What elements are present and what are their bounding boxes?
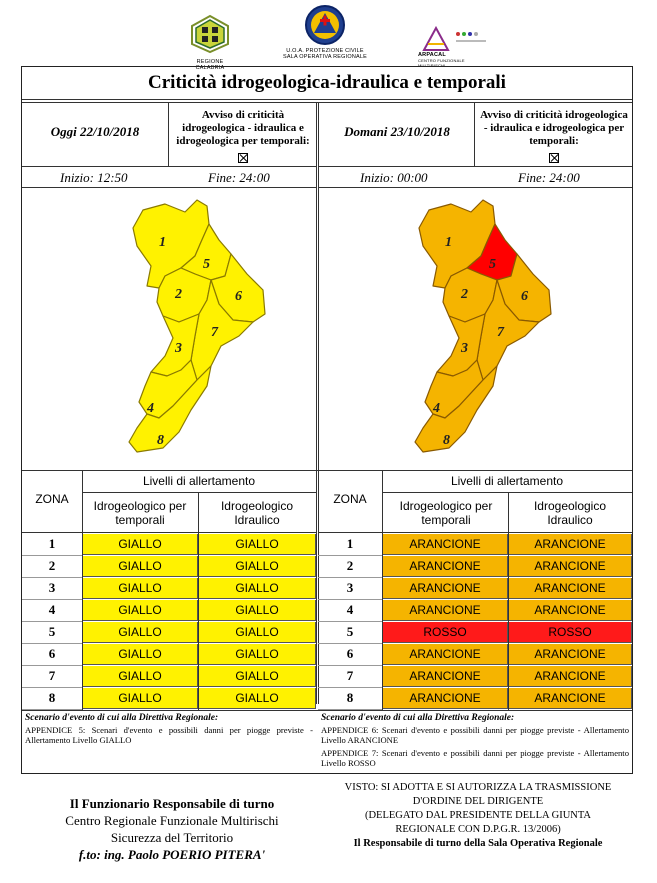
left-levels-header: Livelli di allertamento (142, 474, 256, 488)
svg-text:1: 1 (159, 235, 166, 250)
svg-text:8: 8 (157, 433, 164, 448)
footer-right-line4: REGIONALE CON D.P.G.R. 13/2006) (395, 824, 561, 835)
left-fine: Fine: 24:00 (208, 170, 270, 185)
left-avviso-text: Avviso di criticità idrogeologica - idraulica e idrogeologica per temporali: (176, 109, 310, 147)
svg-text:4: 4 (147, 401, 154, 416)
right-avviso-checkbox (549, 153, 559, 163)
left-avviso-checkbox (238, 153, 248, 163)
page-title: Criticità idrogeologica-idraulica e temporali (148, 72, 506, 93)
right-level-cell: ARANCIONE (383, 688, 508, 709)
right-level-cell: ROSSO (383, 622, 508, 643)
logo-protezione-civile (270, 4, 380, 64)
svg-text:2: 2 (461, 287, 468, 302)
right-col1-header: Idrogeologico per temporali (399, 499, 493, 527)
left-zone-number: 3 (48, 580, 56, 595)
protezione-civile-label-2: SALA OPERATIVA REGIONALE (282, 54, 368, 60)
arpacal-logo-icon (418, 26, 492, 52)
logo-regione-calabria (186, 14, 234, 71)
right-zone-number: 5 (346, 624, 354, 639)
svg-text:5: 5 (489, 257, 496, 272)
right-avviso-text: Avviso di criticità idrogeologica - idraulica e idrogeologica per temporali: (480, 109, 628, 147)
footer-left (22, 795, 322, 863)
right-level-cell: ARANCIONE (509, 666, 632, 687)
arpacal-label-1: ARPACAL (418, 52, 446, 58)
svg-text:7: 7 (211, 325, 218, 340)
right-fine: Fine: 24:00 (518, 170, 580, 185)
footer-right-line2: D'ORDINE DEL DIRIGENTE (412, 796, 544, 807)
regione-calabria-logo-icon (186, 14, 234, 54)
footer-right-line3: (DELEGATO DAL PRESIDENTE DELLA GIUNTA (364, 810, 592, 821)
footer-right-line1: VISTO: SI ADOTTA E SI AUTORIZZA LA TRASMISSIONE (344, 782, 612, 793)
left-level-cell: GIALLO (83, 578, 198, 599)
protezione-civile-logo-icon (270, 4, 380, 48)
right-zone-number: 8 (346, 690, 354, 705)
right-date: Domani 23/10/2018 (344, 124, 450, 139)
right-scenario-title: Scenario d'evento di cui alla Direttiva Regionale: (321, 713, 515, 723)
right-zone-number: 4 (346, 602, 354, 617)
svg-text:8: 8 (443, 433, 450, 448)
svg-text:2: 2 (175, 287, 182, 302)
footer-left-line1: Il Funzionario Responsabile di turno (69, 796, 275, 811)
left-calabria-map (115, 196, 285, 461)
left-col1-header: Idrogeologico per temporali (93, 499, 187, 527)
right-zone-number: 1 (346, 536, 354, 551)
right-level-cell: ARANCIONE (509, 578, 632, 599)
left-scenario-title: Scenario d'evento di cui alla Direttiva Regionale: (25, 713, 219, 723)
left-level-cell: GIALLO (199, 688, 316, 709)
arpacal-label-2: CENTRO FUNZIONALE MULTIRISCHI (418, 58, 465, 68)
left-level-cell: GIALLO (83, 556, 198, 577)
right-level-cell: ARANCIONE (509, 556, 632, 577)
left-zone-number: 7 (48, 668, 56, 683)
svg-text:6: 6 (235, 289, 242, 304)
right-calabria-map (401, 196, 571, 461)
right-zone-number: 7 (346, 668, 354, 683)
left-zone-number: 2 (48, 558, 56, 573)
left-zone-number: 6 (48, 646, 56, 661)
footer-left-signature: f.to: ing. Paolo POERIO PITERA' (78, 847, 266, 862)
right-inizio: Inizio: 00:00 (360, 170, 428, 185)
left-zone-number: 1 (48, 536, 56, 551)
svg-text:5: 5 (203, 257, 210, 272)
right-level-cell: ARANCIONE (509, 534, 632, 555)
left-level-cell: GIALLO (83, 622, 198, 643)
right-levels-header: Livelli di allertamento (450, 474, 564, 488)
svg-text:3: 3 (175, 341, 182, 356)
right-scenario-text-1: APPENDICE 6: Scenari d'evento e possibili danni per piogge previste - Allertamento Livello ARANCIONE (321, 725, 629, 745)
right-level-cell: ARANCIONE (383, 534, 508, 555)
footer-right (322, 781, 634, 851)
left-level-cell: GIALLO (83, 600, 198, 621)
svg-text:1: 1 (445, 235, 452, 250)
left-level-cell: GIALLO (199, 556, 316, 577)
left-col2-header: Idrogeologico Idraulico (220, 499, 294, 527)
right-zone-number: 3 (346, 580, 354, 595)
left-level-cell: GIALLO (199, 578, 316, 599)
svg-text:7: 7 (497, 325, 504, 340)
right-col2-header: Idrogeologico Idraulico (533, 499, 607, 527)
footer-left-line3: Sicurezza del Territorio (110, 830, 234, 845)
left-level-cell: GIALLO (199, 600, 316, 621)
left-inizio: Inizio: 12:50 (60, 170, 128, 185)
left-zona-label: ZONA (35, 492, 69, 506)
right-zone-number: 2 (346, 558, 354, 573)
left-zone-number: 5 (48, 624, 56, 639)
regione-calabria-label: REGIONE CALABRIA (195, 59, 225, 71)
right-level-cell: ARANCIONE (383, 666, 508, 687)
left-level-cell: GIALLO (199, 666, 316, 687)
left-level-cell: GIALLO (199, 622, 316, 643)
svg-text:3: 3 (461, 341, 468, 356)
left-level-cell: GIALLO (83, 644, 198, 665)
left-zone-number: 8 (48, 690, 56, 705)
right-level-cell: ARANCIONE (509, 600, 632, 621)
right-zona-label: ZONA (333, 492, 367, 506)
left-level-cell: GIALLO (83, 688, 198, 709)
right-level-cell: ARANCIONE (383, 644, 508, 665)
right-zone-number: 6 (346, 646, 354, 661)
footer-left-line2: Centro Regionale Funzionale Multirischi (65, 813, 279, 828)
left-level-cell: GIALLO (199, 644, 316, 665)
right-level-cell: ROSSO (509, 622, 632, 643)
left-level-cell: GIALLO (199, 534, 316, 555)
right-level-cell: ARANCIONE (383, 556, 508, 577)
left-date: Oggi 22/10/2018 (50, 124, 140, 139)
left-level-cell: GIALLO (83, 666, 198, 687)
footer-right-line5: Il Responsabile di turno della Sala Operativa Regionale (353, 838, 603, 849)
protezione-civile-label-1: U.O.A. PROTEZIONE CIVILE (286, 48, 364, 54)
right-level-cell: ARANCIONE (383, 578, 508, 599)
svg-text:4: 4 (433, 401, 440, 416)
right-level-cell: ARANCIONE (509, 644, 632, 665)
svg-text:6: 6 (521, 289, 528, 304)
left-level-cell: GIALLO (83, 534, 198, 555)
logo-arpacal (418, 26, 492, 68)
left-zone-number: 4 (48, 602, 56, 617)
left-scenario-text: APPENDICE 5: Scenari d'evento e possibili danni per piogge previste - Allertamento Livello GIALLO (25, 725, 313, 745)
right-level-cell: ARANCIONE (383, 600, 508, 621)
right-scenario-text-2: APPENDICE 7: Scenari d'evento e possibili danni per piogge previste - Allertamento Livello ROSSO (321, 748, 629, 768)
right-level-cell: ARANCIONE (509, 688, 632, 709)
